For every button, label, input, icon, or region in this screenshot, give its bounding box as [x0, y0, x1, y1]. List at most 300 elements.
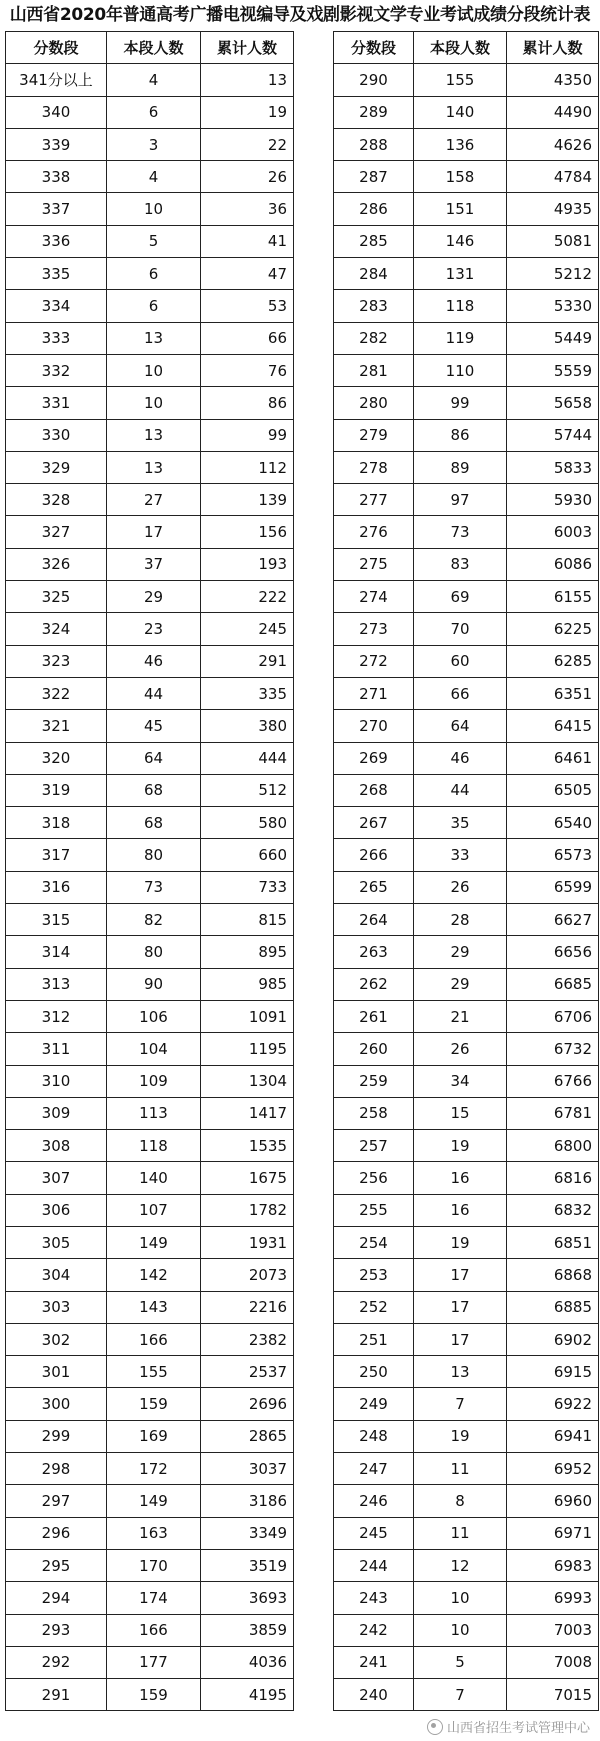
cumulative-count-cell: 3519 [201, 1549, 294, 1581]
table-row [334, 1000, 599, 1032]
cumulative-count-cell: 6086 [507, 548, 599, 580]
table-row [6, 1388, 294, 1420]
cumulative-count-cell: 4784 [507, 161, 599, 193]
table-row [334, 1646, 599, 1678]
score-range-cell: 261 [334, 1000, 414, 1032]
score-range-cell: 258 [334, 1097, 414, 1129]
header-score-range: 分数段 [334, 32, 414, 64]
segment-count-cell: 140 [107, 1162, 201, 1194]
segment-count-cell: 82 [107, 904, 201, 936]
table-row [6, 1259, 294, 1291]
table-row [334, 1420, 599, 1452]
segment-count-cell: 19 [414, 1420, 507, 1452]
cumulative-count-cell: 444 [201, 742, 294, 774]
cumulative-count-cell: 6868 [507, 1259, 599, 1291]
watermark-text: 山西省招生考试管理中心 [446, 1721, 590, 1736]
score-range-cell: 252 [334, 1291, 414, 1323]
segment-count-cell: 73 [107, 871, 201, 903]
score-range-cell: 328 [6, 484, 107, 516]
cumulative-count-cell: 22 [201, 128, 294, 160]
segment-count-cell: 34 [414, 1065, 507, 1097]
cumulative-count-cell: 6351 [507, 677, 599, 709]
score-range-cell: 307 [6, 1162, 107, 1194]
table-row [334, 1194, 599, 1226]
score-range-cell: 275 [334, 548, 414, 580]
table-row [6, 1000, 294, 1032]
score-range-cell: 257 [334, 1130, 414, 1162]
table-row [6, 807, 294, 839]
table-row [6, 64, 294, 96]
table-row [6, 322, 294, 354]
cumulative-count-cell: 733 [201, 871, 294, 903]
cumulative-count-cell: 6832 [507, 1194, 599, 1226]
table-row [334, 871, 599, 903]
segment-count-cell: 170 [107, 1549, 201, 1581]
score-range-cell: 281 [334, 354, 414, 386]
cumulative-count-cell: 7015 [507, 1679, 599, 1711]
table-row [6, 1679, 294, 1711]
table-row [6, 1614, 294, 1646]
cumulative-count-cell: 6706 [507, 1000, 599, 1032]
cumulative-count-cell: 5212 [507, 258, 599, 290]
table-row [334, 64, 599, 96]
score-range-cell: 243 [334, 1582, 414, 1614]
score-range-cell: 320 [6, 742, 107, 774]
segment-count-cell: 155 [107, 1356, 201, 1388]
table-row [6, 1323, 294, 1355]
segment-count-cell: 27 [107, 484, 201, 516]
table-row [6, 839, 294, 871]
cumulative-count-cell: 3037 [201, 1453, 294, 1485]
segment-count-cell: 26 [414, 871, 507, 903]
score-range-cell: 249 [334, 1388, 414, 1420]
cumulative-count-cell: 6415 [507, 710, 599, 742]
segment-count-cell: 177 [107, 1646, 201, 1678]
table-header-row [334, 32, 599, 64]
table-row [334, 387, 599, 419]
cumulative-count-cell: 6941 [507, 1420, 599, 1452]
score-range-cell: 298 [6, 1453, 107, 1485]
cumulative-count-cell: 6003 [507, 516, 599, 548]
table-row [334, 128, 599, 160]
score-table-left [5, 31, 294, 1711]
cumulative-count-cell: 6902 [507, 1323, 599, 1355]
score-range-cell: 310 [6, 1065, 107, 1097]
score-range-cell: 290 [334, 64, 414, 96]
score-range-cell: 336 [6, 225, 107, 257]
score-range-cell: 300 [6, 1388, 107, 1420]
table-row [6, 645, 294, 677]
segment-count-cell: 11 [414, 1453, 507, 1485]
cumulative-count-cell: 815 [201, 904, 294, 936]
segment-count-cell: 21 [414, 1000, 507, 1032]
score-range-cell: 318 [6, 807, 107, 839]
table-row [334, 516, 599, 548]
cumulative-count-cell: 6971 [507, 1517, 599, 1549]
score-range-cell: 276 [334, 516, 414, 548]
segment-count-cell: 166 [107, 1614, 201, 1646]
segment-count-cell: 5 [107, 225, 201, 257]
segment-count-cell: 90 [107, 968, 201, 1000]
score-range-cell: 266 [334, 839, 414, 871]
table-row [6, 936, 294, 968]
table-row [334, 677, 599, 709]
table-row [334, 1162, 599, 1194]
cumulative-count-cell: 1304 [201, 1065, 294, 1097]
score-range-cell: 248 [334, 1420, 414, 1452]
segment-count-cell: 10 [107, 193, 201, 225]
score-range-cell: 311 [6, 1033, 107, 1065]
cumulative-count-cell: 7008 [507, 1646, 599, 1678]
cumulative-count-cell: 6461 [507, 742, 599, 774]
score-range-cell: 313 [6, 968, 107, 1000]
segment-count-cell: 8 [414, 1485, 507, 1517]
score-range-cell: 245 [334, 1517, 414, 1549]
score-range-cell: 273 [334, 613, 414, 645]
segment-count-cell: 60 [414, 645, 507, 677]
score-range-cell: 326 [6, 548, 107, 580]
cumulative-count-cell: 1195 [201, 1033, 294, 1065]
segment-count-cell: 13 [107, 451, 201, 483]
cumulative-count-cell: 4935 [507, 193, 599, 225]
table-body [334, 64, 599, 1711]
segment-count-cell: 7 [414, 1679, 507, 1711]
table-row [334, 96, 599, 128]
segment-count-cell: 110 [414, 354, 507, 386]
segment-count-cell: 17 [414, 1291, 507, 1323]
table-row [334, 645, 599, 677]
score-range-cell: 274 [334, 581, 414, 613]
segment-count-cell: 6 [107, 96, 201, 128]
segment-count-cell: 118 [414, 290, 507, 322]
cumulative-count-cell: 3859 [201, 1614, 294, 1646]
cumulative-count-cell: 53 [201, 290, 294, 322]
cumulative-count-cell: 26 [201, 161, 294, 193]
cumulative-count-cell: 660 [201, 839, 294, 871]
cumulative-count-cell: 99 [201, 419, 294, 451]
table-row [6, 1097, 294, 1129]
segment-count-cell: 155 [414, 64, 507, 96]
table-row [334, 322, 599, 354]
cumulative-count-cell: 6285 [507, 645, 599, 677]
cumulative-count-cell: 985 [201, 968, 294, 1000]
segment-count-cell: 113 [107, 1097, 201, 1129]
score-range-cell: 304 [6, 1259, 107, 1291]
segment-count-cell: 11 [414, 1517, 507, 1549]
segment-count-cell: 118 [107, 1130, 201, 1162]
cumulative-count-cell: 5930 [507, 484, 599, 516]
cumulative-count-cell: 6573 [507, 839, 599, 871]
table-row [6, 96, 294, 128]
score-range-cell: 268 [334, 774, 414, 806]
table-row [334, 548, 599, 580]
cumulative-count-cell: 112 [201, 451, 294, 483]
cumulative-count-cell: 6732 [507, 1033, 599, 1065]
table-row [334, 419, 599, 451]
cumulative-count-cell: 6627 [507, 904, 599, 936]
segment-count-cell: 10 [107, 387, 201, 419]
score-range-cell: 324 [6, 613, 107, 645]
score-range-cell: 305 [6, 1226, 107, 1258]
score-range-cell: 301 [6, 1356, 107, 1388]
score-range-cell: 289 [334, 96, 414, 128]
score-range-cell: 332 [6, 354, 107, 386]
score-range-cell: 299 [6, 1420, 107, 1452]
cumulative-count-cell: 6851 [507, 1226, 599, 1258]
score-range-cell: 334 [6, 290, 107, 322]
segment-count-cell: 80 [107, 839, 201, 871]
table-row [6, 161, 294, 193]
cumulative-count-cell: 19 [201, 96, 294, 128]
score-range-cell: 323 [6, 645, 107, 677]
segment-count-cell: 29 [107, 581, 201, 613]
segment-count-cell: 69 [414, 581, 507, 613]
segment-count-cell: 10 [414, 1614, 507, 1646]
table-row [334, 354, 599, 386]
score-range-cell: 288 [334, 128, 414, 160]
cumulative-count-cell: 5833 [507, 451, 599, 483]
cumulative-count-cell: 380 [201, 710, 294, 742]
cumulative-count-cell: 6922 [507, 1388, 599, 1420]
table-row [6, 1485, 294, 1517]
table-row [6, 1194, 294, 1226]
segment-count-cell: 64 [107, 742, 201, 774]
table-row [334, 258, 599, 290]
cumulative-count-cell: 291 [201, 645, 294, 677]
cumulative-count-cell: 245 [201, 613, 294, 645]
table-row [334, 1388, 599, 1420]
score-range-cell: 263 [334, 936, 414, 968]
cumulative-count-cell: 580 [201, 807, 294, 839]
table-row [334, 742, 599, 774]
table-row [6, 1130, 294, 1162]
segment-count-cell: 4 [107, 64, 201, 96]
segment-count-cell: 15 [414, 1097, 507, 1129]
segment-count-cell: 46 [414, 742, 507, 774]
cumulative-count-cell: 86 [201, 387, 294, 419]
cumulative-count-cell: 2865 [201, 1420, 294, 1452]
cumulative-count-cell: 895 [201, 936, 294, 968]
table-row [6, 1646, 294, 1678]
segment-count-cell: 5 [414, 1646, 507, 1678]
header-segment-count: 本段人数 [107, 32, 201, 64]
score-range-cell: 286 [334, 193, 414, 225]
score-range-cell: 315 [6, 904, 107, 936]
segment-count-cell: 172 [107, 1453, 201, 1485]
table-row [6, 1517, 294, 1549]
segment-count-cell: 86 [414, 419, 507, 451]
table-row [6, 1356, 294, 1388]
score-range-cell: 331 [6, 387, 107, 419]
segment-count-cell: 45 [107, 710, 201, 742]
table-row [334, 968, 599, 1000]
cumulative-count-cell: 41 [201, 225, 294, 257]
cumulative-count-cell: 6816 [507, 1162, 599, 1194]
cumulative-count-cell: 1535 [201, 1130, 294, 1162]
cumulative-count-cell: 13 [201, 64, 294, 96]
cumulative-count-cell: 4350 [507, 64, 599, 96]
segment-count-cell: 109 [107, 1065, 201, 1097]
table-row [334, 1582, 599, 1614]
table-row [334, 1614, 599, 1646]
score-range-cell: 287 [334, 161, 414, 193]
table-row [6, 548, 294, 580]
score-range-cell: 314 [6, 936, 107, 968]
segment-count-cell: 174 [107, 1582, 201, 1614]
segment-count-cell: 17 [414, 1323, 507, 1355]
score-range-cell: 306 [6, 1194, 107, 1226]
score-range-cell: 339 [6, 128, 107, 160]
cumulative-count-cell: 2382 [201, 1323, 294, 1355]
segment-count-cell: 149 [107, 1485, 201, 1517]
score-range-cell: 242 [334, 1614, 414, 1646]
wechat-icon [427, 1719, 443, 1735]
score-range-cell: 250 [334, 1356, 414, 1388]
table-row [6, 677, 294, 709]
table-row [334, 1549, 599, 1581]
cumulative-count-cell: 1782 [201, 1194, 294, 1226]
segment-count-cell: 68 [107, 774, 201, 806]
segment-count-cell: 66 [414, 677, 507, 709]
score-range-cell: 312 [6, 1000, 107, 1032]
segment-count-cell: 26 [414, 1033, 507, 1065]
segment-count-cell: 166 [107, 1323, 201, 1355]
segment-count-cell: 149 [107, 1226, 201, 1258]
table-row [334, 1517, 599, 1549]
table-row [6, 1549, 294, 1581]
segment-count-cell: 17 [414, 1259, 507, 1291]
score-range-cell: 295 [6, 1549, 107, 1581]
score-range-cell: 253 [334, 1259, 414, 1291]
segment-count-cell: 106 [107, 1000, 201, 1032]
cumulative-count-cell: 512 [201, 774, 294, 806]
table-row [334, 1226, 599, 1258]
score-range-cell: 325 [6, 581, 107, 613]
segment-count-cell: 16 [414, 1194, 507, 1226]
table-row [6, 354, 294, 386]
cumulative-count-cell: 47 [201, 258, 294, 290]
table-row [334, 1130, 599, 1162]
score-range-cell: 291 [6, 1679, 107, 1711]
table-row [334, 807, 599, 839]
cumulative-count-cell: 5449 [507, 322, 599, 354]
table-row [6, 742, 294, 774]
table-row [334, 581, 599, 613]
segment-count-cell: 28 [414, 904, 507, 936]
cumulative-count-cell: 6983 [507, 1549, 599, 1581]
cumulative-count-cell: 6685 [507, 968, 599, 1000]
segment-count-cell: 169 [107, 1420, 201, 1452]
score-range-cell: 256 [334, 1162, 414, 1194]
cumulative-count-cell: 6225 [507, 613, 599, 645]
table-row [6, 193, 294, 225]
cumulative-count-cell: 156 [201, 516, 294, 548]
cumulative-count-cell: 6800 [507, 1130, 599, 1162]
score-range-cell: 272 [334, 645, 414, 677]
score-range-cell: 341分以上 [6, 64, 107, 96]
cumulative-count-cell: 1091 [201, 1000, 294, 1032]
header-cumulative-count: 累计人数 [201, 32, 294, 64]
score-range-cell: 284 [334, 258, 414, 290]
segment-count-cell: 89 [414, 451, 507, 483]
cumulative-count-cell: 6952 [507, 1453, 599, 1485]
segment-count-cell: 159 [107, 1679, 201, 1711]
score-range-cell: 293 [6, 1614, 107, 1646]
score-table-right [333, 31, 599, 1711]
table-row [6, 871, 294, 903]
table-row [6, 904, 294, 936]
cumulative-count-cell: 3693 [201, 1582, 294, 1614]
table-row [6, 774, 294, 806]
score-range-cell: 241 [334, 1646, 414, 1678]
cumulative-count-cell: 1675 [201, 1162, 294, 1194]
score-range-cell: 294 [6, 1582, 107, 1614]
segment-count-cell: 4 [107, 161, 201, 193]
score-range-cell: 285 [334, 225, 414, 257]
score-range-cell: 309 [6, 1097, 107, 1129]
header-segment-count: 本段人数 [414, 32, 507, 64]
cumulative-count-cell: 6540 [507, 807, 599, 839]
table-row [6, 387, 294, 419]
table-row [334, 193, 599, 225]
cumulative-count-cell: 6766 [507, 1065, 599, 1097]
score-range-cell: 279 [334, 419, 414, 451]
score-range-cell: 269 [334, 742, 414, 774]
segment-count-cell: 33 [414, 839, 507, 871]
table-row [6, 290, 294, 322]
segment-count-cell: 37 [107, 548, 201, 580]
segment-count-cell: 159 [107, 1388, 201, 1420]
cumulative-count-cell: 4626 [507, 128, 599, 160]
segment-count-cell: 70 [414, 613, 507, 645]
cumulative-count-cell: 139 [201, 484, 294, 516]
segment-count-cell: 13 [107, 419, 201, 451]
score-range-cell: 321 [6, 710, 107, 742]
score-range-cell: 254 [334, 1226, 414, 1258]
score-range-cell: 333 [6, 322, 107, 354]
cumulative-count-cell: 222 [201, 581, 294, 613]
segment-count-cell: 136 [414, 128, 507, 160]
table-row [334, 1323, 599, 1355]
cumulative-count-cell: 5081 [507, 225, 599, 257]
score-range-cell: 265 [334, 871, 414, 903]
segment-count-cell: 10 [107, 354, 201, 386]
score-range-cell: 277 [334, 484, 414, 516]
score-range-cell: 292 [6, 1646, 107, 1678]
cumulative-count-cell: 3186 [201, 1485, 294, 1517]
cumulative-count-cell: 2537 [201, 1356, 294, 1388]
score-range-cell: 338 [6, 161, 107, 193]
page-title: 山西省2020年普通高考广播电视编导及戏剧影视文学专业考试成绩分段统计表 [9, 5, 591, 25]
segment-count-cell: 104 [107, 1033, 201, 1065]
table-row [334, 290, 599, 322]
segment-count-cell: 119 [414, 322, 507, 354]
score-range-cell: 259 [334, 1065, 414, 1097]
score-range-cell: 316 [6, 871, 107, 903]
table-body [6, 64, 294, 1711]
segment-count-cell: 16 [414, 1162, 507, 1194]
cumulative-count-cell: 4195 [201, 1679, 294, 1711]
cumulative-count-cell: 6885 [507, 1291, 599, 1323]
cumulative-count-cell: 335 [201, 677, 294, 709]
table-row [6, 1065, 294, 1097]
cumulative-count-cell: 6915 [507, 1356, 599, 1388]
cumulative-count-cell: 6993 [507, 1582, 599, 1614]
segment-count-cell: 131 [414, 258, 507, 290]
table-row [6, 1420, 294, 1452]
cumulative-count-cell: 6155 [507, 581, 599, 613]
table-row [334, 451, 599, 483]
